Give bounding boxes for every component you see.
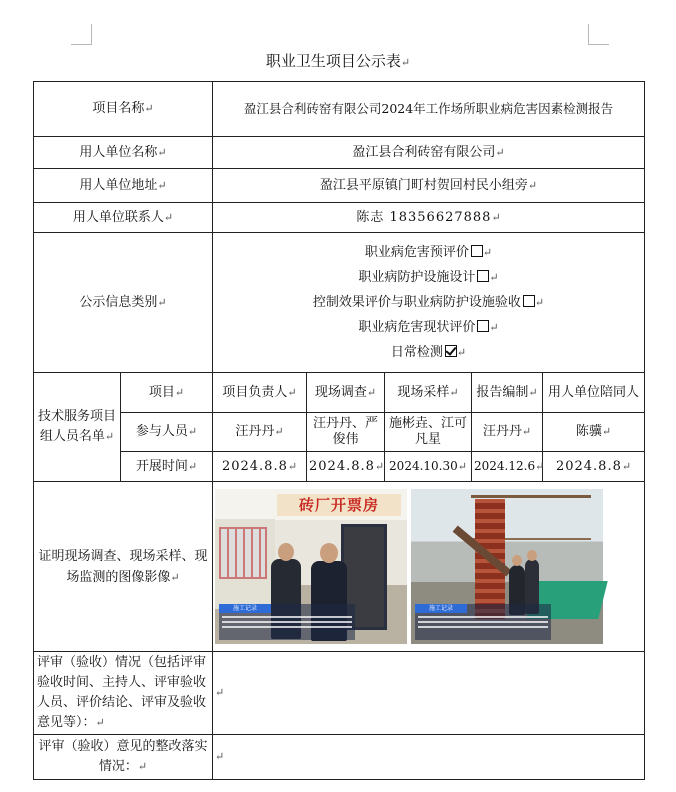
row-team-headers (34, 373, 645, 413)
team-header-sampling: 现场采样↵ (385, 373, 472, 413)
project-name-value: 盈江县合利砖窑有限公司2024年工作场所职业病危害因素检测报告 (213, 82, 645, 137)
participant-lead: 汪丹丹↵ (213, 413, 307, 452)
disclosure-table (33, 81, 645, 780)
rectification-label: 评审（验收）意见的整改落实情况：↵ (34, 735, 213, 780)
category-protection-design: 职业病防护设施设计 ↵ (358, 269, 499, 285)
row-team-participants (34, 413, 645, 452)
row-categories (34, 233, 645, 373)
team-participants-label: 参与人员↵ (121, 413, 213, 452)
category-status-assessment: 职业病危害现状评价 ↵ (358, 319, 499, 335)
review-value[interactable]: ↵ (213, 652, 645, 735)
category-control-effect: 控制效果评价与职业病防护设施验收 ↵ (312, 294, 545, 310)
row-employer-name (34, 137, 645, 169)
participant-escort: 陈骥↵ (543, 413, 645, 452)
team-header-item: 项目↵ (121, 373, 213, 413)
row-team-dates (34, 452, 645, 482)
date-report: 2024.12.6↵ (472, 452, 543, 482)
employer-address-label: 用人单位地址↵ (34, 169, 213, 203)
images-cell (213, 482, 645, 652)
project-name-label: 项目名称↵ (34, 82, 213, 137)
rectification-value[interactable]: ↵ (213, 735, 645, 780)
team-label: 技术服务项目组人员名单↵ (34, 373, 121, 482)
date-survey: 2024.8.8↵ (307, 452, 385, 482)
date-escort: 2024.8.8↵ (543, 452, 645, 482)
row-images (34, 482, 645, 652)
team-header-report: 报告编制↵ (472, 373, 543, 413)
team-header-lead: 项目负责人↵ (213, 373, 307, 413)
corner-mark-left (71, 24, 92, 45)
participant-report: 汪丹丹↵ (472, 413, 543, 452)
employer-contact-label: 用人单位联系人↵ (34, 203, 213, 233)
checkbox-status-assessment[interactable] (477, 320, 489, 332)
photo-stamp: 施工记录 (415, 604, 551, 640)
row-review (34, 652, 645, 735)
checkbox-control-effect[interactable] (523, 295, 535, 307)
date-sampling: 2024.10.30↵ (385, 452, 472, 482)
corner-mark-right (588, 24, 609, 45)
site-photo-office (215, 489, 407, 644)
images-label: 证明现场调查、现场采样、现场监测的图像影像↵ (34, 482, 213, 652)
row-employer-address (34, 169, 645, 203)
category-pre-assessment: 职业病危害预评价 ↵ (364, 244, 493, 260)
page-title: 职业卫生项目公示表↵ (265, 52, 411, 70)
team-header-escort: 用人单位陪同人 (543, 373, 645, 413)
employer-name-label: 用人单位名称↵ (34, 137, 213, 169)
team-dates-label: 开展时间↵ (121, 452, 213, 482)
site-photo-kiln (411, 489, 603, 644)
review-label: 评审（验收）情况（包括评审验收时间、主持人、评审验收人员、评价结论、评审及验收意见等）：↵ (34, 652, 213, 735)
employer-contact-value: 陈志 18356627888↵ (213, 203, 645, 233)
para-mark: ↵ (400, 56, 411, 69)
checkbox-daily-testing[interactable] (445, 345, 457, 357)
category-daily-testing: 日常检测 ↵ (390, 344, 467, 360)
employer-address-value: 盈江县平原镇门町村贺回村民小组旁↵ (213, 169, 645, 203)
checkbox-protection-design[interactable] (477, 270, 489, 282)
date-lead: 2024.8.8↵ (213, 452, 307, 482)
photo-stamp: 施工记录 (219, 604, 355, 640)
team-header-survey: 现场调查↵ (307, 373, 385, 413)
checkbox-pre-assessment[interactable] (471, 245, 483, 257)
row-rectification (34, 735, 645, 780)
row-employer-contact (34, 203, 645, 233)
row-project-name (34, 82, 645, 137)
employer-name-value: 盈江县合利砖窑有限公司↵ (213, 137, 645, 169)
participant-sampling: 施彬垚、江可凡星 (385, 413, 472, 452)
categories-list (213, 233, 645, 373)
photo-sign: 砖厂开票房 (277, 494, 401, 516)
categories-label: 公示信息类别↵ (34, 233, 213, 373)
participant-survey: 汪丹丹、严俊伟 (307, 413, 385, 452)
